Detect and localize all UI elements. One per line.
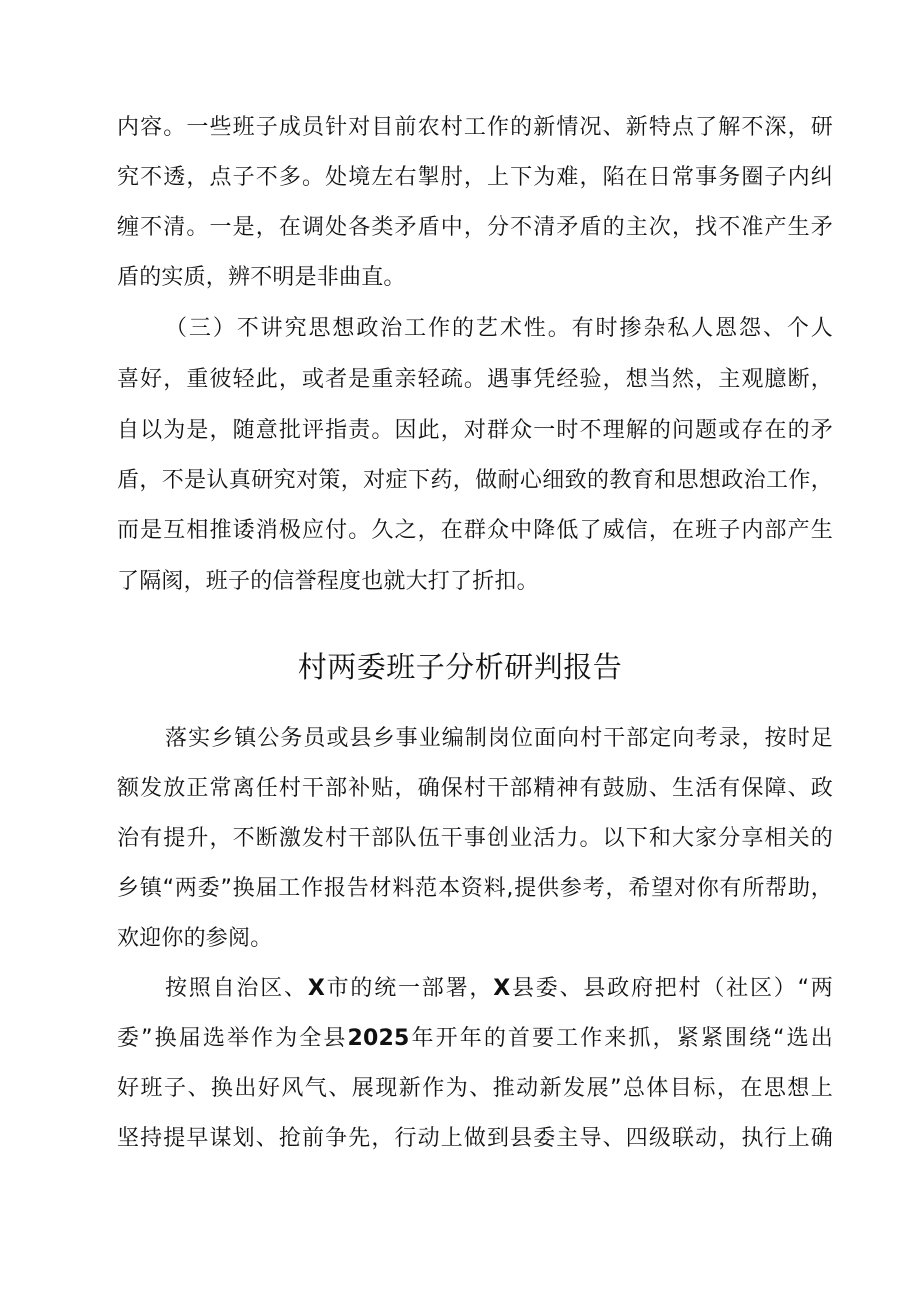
bold-text: X [493,976,511,1001]
text-line: 究不透，点子不多。处境左右掣肘，上下为难，陷在日常事务圈子内纠 [117,165,833,190]
bold-text: 2025 [347,1026,410,1051]
text-span: 市的统一部署， [324,976,494,1001]
text-line: 喜好，重彼轻此，或者是重亲轻疏。遇事凭经验，想当然，主观臆断， [117,367,833,392]
text-line: 乡镇“两委”换届工作报告材料范本资料,提供参考，希望对你有所帮助， [117,876,833,901]
text-line: 自以为是，随意批评指责。因此，对群众一时不理解的问题或存在的矛 [117,418,833,443]
text-line: 好班子、换出好风气、展现新作为、推动新发展”总体目标，在思想上 [117,1076,833,1101]
text-line: 而是互相推诿消极应付。久之，在群众中降低了威信，在班子内部产生 [117,518,833,543]
bold-text: X [307,976,325,1001]
text-line: （三）不讲究思想政治工作的艺术性。有时掺杂私人恩怨、个人 [165,316,833,341]
text-line: 落实乡镇公务员或县乡事业编制岗位面向村干部定向考录，按时足 [165,726,833,751]
text-line: 盾的实质，辨不明是非曲直。 [117,265,406,290]
text-span: 委”换届选举作为全县 [117,1026,348,1051]
text-line: 了隔阂，班子的信誉程度也就大打了折扣。 [117,569,539,594]
text-line [117,1019,833,1059]
text-line: 缠不清。一是，在调处各类矛盾中，分不清矛盾的主次，找不准产生矛 [117,215,833,240]
text-line: 内容。一些班子成员针对目前农村工作的新情况、新特点了解不深，研 [117,115,833,140]
document-title: 村两委班子分析研判报告 [297,650,623,684]
text-line: 额发放正常离任村干部补贴，确保村干部精神有鼓励、生活有保障、政 [117,776,833,801]
text-line: 治有提升，不断激发村干部队伍干事创业活力。以下和大家分享相关的 [117,826,833,851]
text-span: 县委、县政府把村（社区）“两 [510,976,833,1001]
text-line [165,969,833,1009]
text-line: 盾，不是认真研究对策，对症下药，做耐心细致的教育和思想政治工作， [117,468,833,493]
text-line: 坚持提早谋划、抢前争先，行动上做到县委主导、四级联动，执行上确 [117,1126,833,1151]
text-span: 年开年的首要工作来抓，紧紧围绕“选出 [409,1026,833,1051]
text-span: 按照自治区、 [165,976,308,1001]
text-line: 欢迎你的参阅。 [117,926,273,951]
